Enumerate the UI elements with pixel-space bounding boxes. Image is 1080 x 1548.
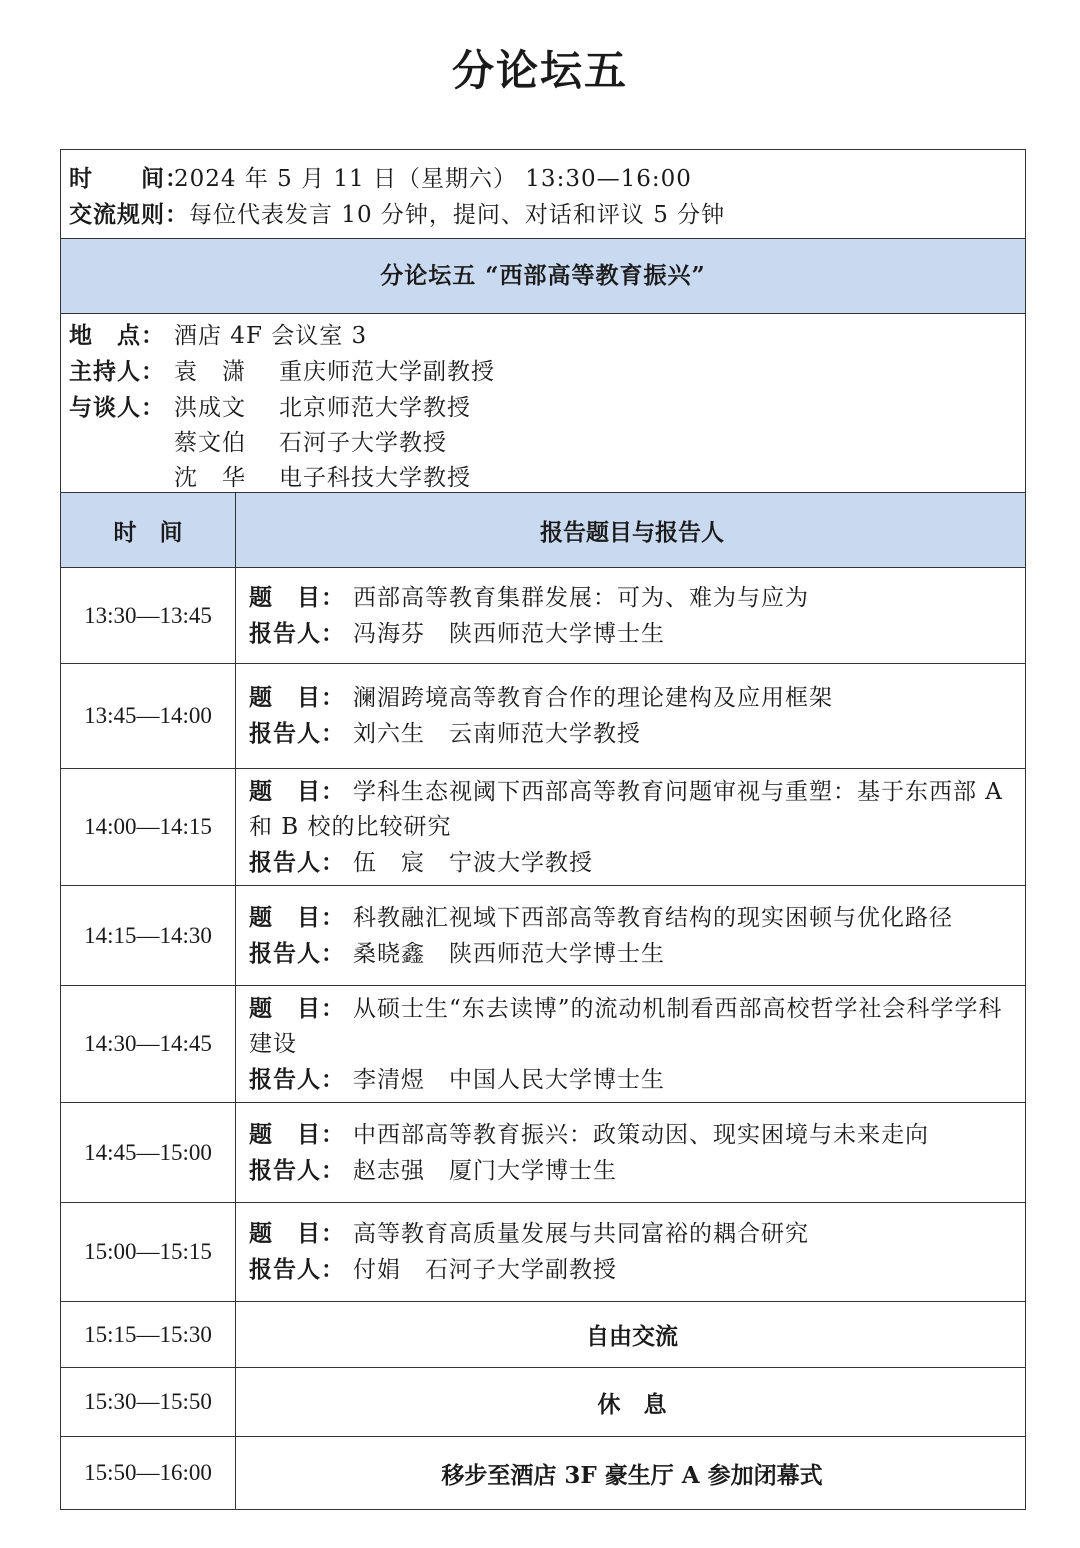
- session-time: 15:00—15:15: [61, 1203, 236, 1301]
- event-time: 15:50—16:00: [61, 1437, 236, 1509]
- time-label: 时 间：: [69, 165, 189, 192]
- reporter-line: [249, 936, 1015, 972]
- table-row: [61, 664, 1025, 769]
- topic-line: [249, 900, 1015, 936]
- reporter-text: 赵志强 厦门大学博士生: [353, 1157, 617, 1184]
- topic-label: 题 目：: [249, 684, 345, 711]
- reporter-label: 报告人：: [249, 1156, 345, 1184]
- event-label: 移步至酒店 3F 豪生厅 A 参加闭幕式: [441, 1461, 823, 1489]
- reporter-text: 刘六生 云南师范大学教授: [353, 721, 641, 747]
- panel-label: 与谈人：: [69, 394, 165, 421]
- topic-line: [249, 991, 1015, 1062]
- panelist-name: 洪成文: [174, 395, 246, 421]
- reporter-text: 李清煜 中国人民大学博士生: [353, 1066, 665, 1093]
- reporter-text: 伍 宸 宁波大学教授: [353, 849, 593, 876]
- topic-text: 中西部高等教育振兴：政策动因、现实困境与未来走向: [353, 1121, 929, 1148]
- place-label: 地 点：: [69, 322, 165, 349]
- topic-text: 科教融汇视域下西部高等教育结构的现实困顿与优化路径: [353, 904, 953, 931]
- host-line: [69, 354, 1017, 390]
- reporter-label: 报告人：: [249, 720, 345, 747]
- session-time: 13:45—14:00: [61, 664, 236, 768]
- panelist-line: [69, 426, 1017, 461]
- header-content: 报告题目与报告人: [540, 518, 724, 546]
- reporter-line: [249, 1153, 1015, 1189]
- reporter-label: 报告人：: [249, 1256, 345, 1283]
- topic-line: [249, 580, 1015, 616]
- topic-text: 澜湄跨境高等教育合作的理论建构及应用框架: [353, 685, 833, 711]
- topic-label: 题 目：: [249, 1220, 345, 1247]
- host-org: 重庆师范大学副教授: [279, 359, 495, 385]
- place-line: [69, 318, 1017, 354]
- topic-text: 高等教育高质量发展与共同富裕的耦合研究: [353, 1221, 809, 1247]
- rule-value: 每位代表发言 10 分钟，提问、对话和评议 5 分钟: [189, 202, 726, 228]
- topic-line: [249, 774, 1015, 845]
- reporter-label: 报告人：: [249, 1065, 345, 1093]
- schedule-table: [60, 149, 1026, 1510]
- topic-label: 题 目：: [249, 1120, 345, 1148]
- session-time: 14:45—15:00: [61, 1103, 236, 1202]
- table-row: [61, 1103, 1025, 1203]
- reporter-label: 报告人：: [249, 619, 345, 647]
- time-line: [69, 161, 1017, 197]
- reporter-line: [249, 1252, 1015, 1288]
- place-value: 酒店 4F 会议室 3: [174, 323, 368, 349]
- topic-line: [249, 1216, 1015, 1252]
- session-time: 14:30—14:45: [61, 986, 236, 1102]
- event-time: 15:15—15:30: [61, 1302, 236, 1367]
- general-info: [61, 150, 1025, 239]
- rule-label: 交流规则：: [69, 201, 189, 228]
- table-row: [61, 986, 1025, 1103]
- session-content: [236, 769, 1025, 885]
- forum-title: 分论坛五 “西部高等教育振兴”: [61, 239, 1025, 314]
- page-title: 分论坛五: [451, 46, 628, 95]
- topic-text: 学科生态视阈下西部高等教育问题审视与重塑：基于东西部 A 和 B 校的比较研究: [249, 778, 1003, 840]
- table-row: [61, 568, 1025, 664]
- reporter-line: [249, 716, 1015, 752]
- reporter-line: [249, 845, 1015, 881]
- panelist-line: [69, 461, 1017, 496]
- panelist-name: 沈 华: [174, 465, 246, 491]
- reporter-line: [249, 1062, 1015, 1098]
- session-content: [236, 986, 1025, 1102]
- event-label: 自由交流: [586, 1323, 678, 1350]
- session-content: [236, 886, 1025, 985]
- session-time: 14:15—14:30: [61, 886, 236, 985]
- venue-info: [61, 314, 1025, 493]
- topic-label: 题 目：: [249, 994, 345, 1022]
- table-row: [61, 769, 1025, 886]
- event-time: 15:30—15:50: [61, 1368, 236, 1436]
- topic-label: 题 目：: [249, 777, 345, 805]
- reporter-label: 报告人：: [249, 848, 345, 876]
- rule-line: [69, 197, 1017, 233]
- header-time: 时 间: [61, 493, 236, 567]
- table-row: [61, 1302, 1025, 1368]
- reporter-label: 报告人：: [249, 939, 345, 967]
- topic-line: [249, 680, 1015, 716]
- session-content: [236, 568, 1025, 663]
- table-header: [61, 493, 1025, 568]
- topic-label: 题 目：: [249, 583, 345, 611]
- table-row: [61, 886, 1025, 986]
- panelist-org: 电子科技大学教授: [279, 465, 471, 491]
- table-row: [61, 1368, 1025, 1437]
- session-time: 14:00—14:15: [61, 769, 236, 885]
- panelist-org: 石河子大学教授: [279, 430, 447, 456]
- reporter-text: 桑晓鑫 陕西师范大学博士生: [353, 940, 665, 967]
- session-content: [236, 664, 1025, 768]
- session-content: [236, 1103, 1025, 1202]
- panelist-name: 蔡文伯: [174, 430, 246, 456]
- topic-line: [249, 1117, 1015, 1153]
- session-time: 13:30—13:45: [61, 568, 236, 663]
- topic-text: 从硕士生“东去读博”的流动机制看西部高校哲学社会科学学科建设: [249, 995, 1003, 1057]
- host-label: 主持人：: [69, 358, 165, 385]
- reporter-text: 冯海芬 陕西师范大学博士生: [353, 620, 665, 647]
- time-value: 2024 年 5 月 11 日（星期六） 13:30—16:00: [174, 166, 692, 192]
- host-name: 袁 潇: [174, 359, 246, 385]
- reporter-line: [249, 616, 1015, 652]
- event-label: 休 息: [597, 1390, 667, 1418]
- session-content: [236, 1203, 1025, 1301]
- reporter-text: 付娟 石河子大学副教授: [353, 1257, 617, 1283]
- topic-label: 题 目：: [249, 903, 345, 931]
- table-row: [61, 1437, 1025, 1509]
- topic-text: 西部高等教育集群发展：可为、难为与应为: [353, 584, 809, 611]
- panelist-org: 北京师范大学教授: [279, 395, 471, 421]
- table-row: [61, 1203, 1025, 1302]
- panelist-line: [69, 390, 1017, 426]
